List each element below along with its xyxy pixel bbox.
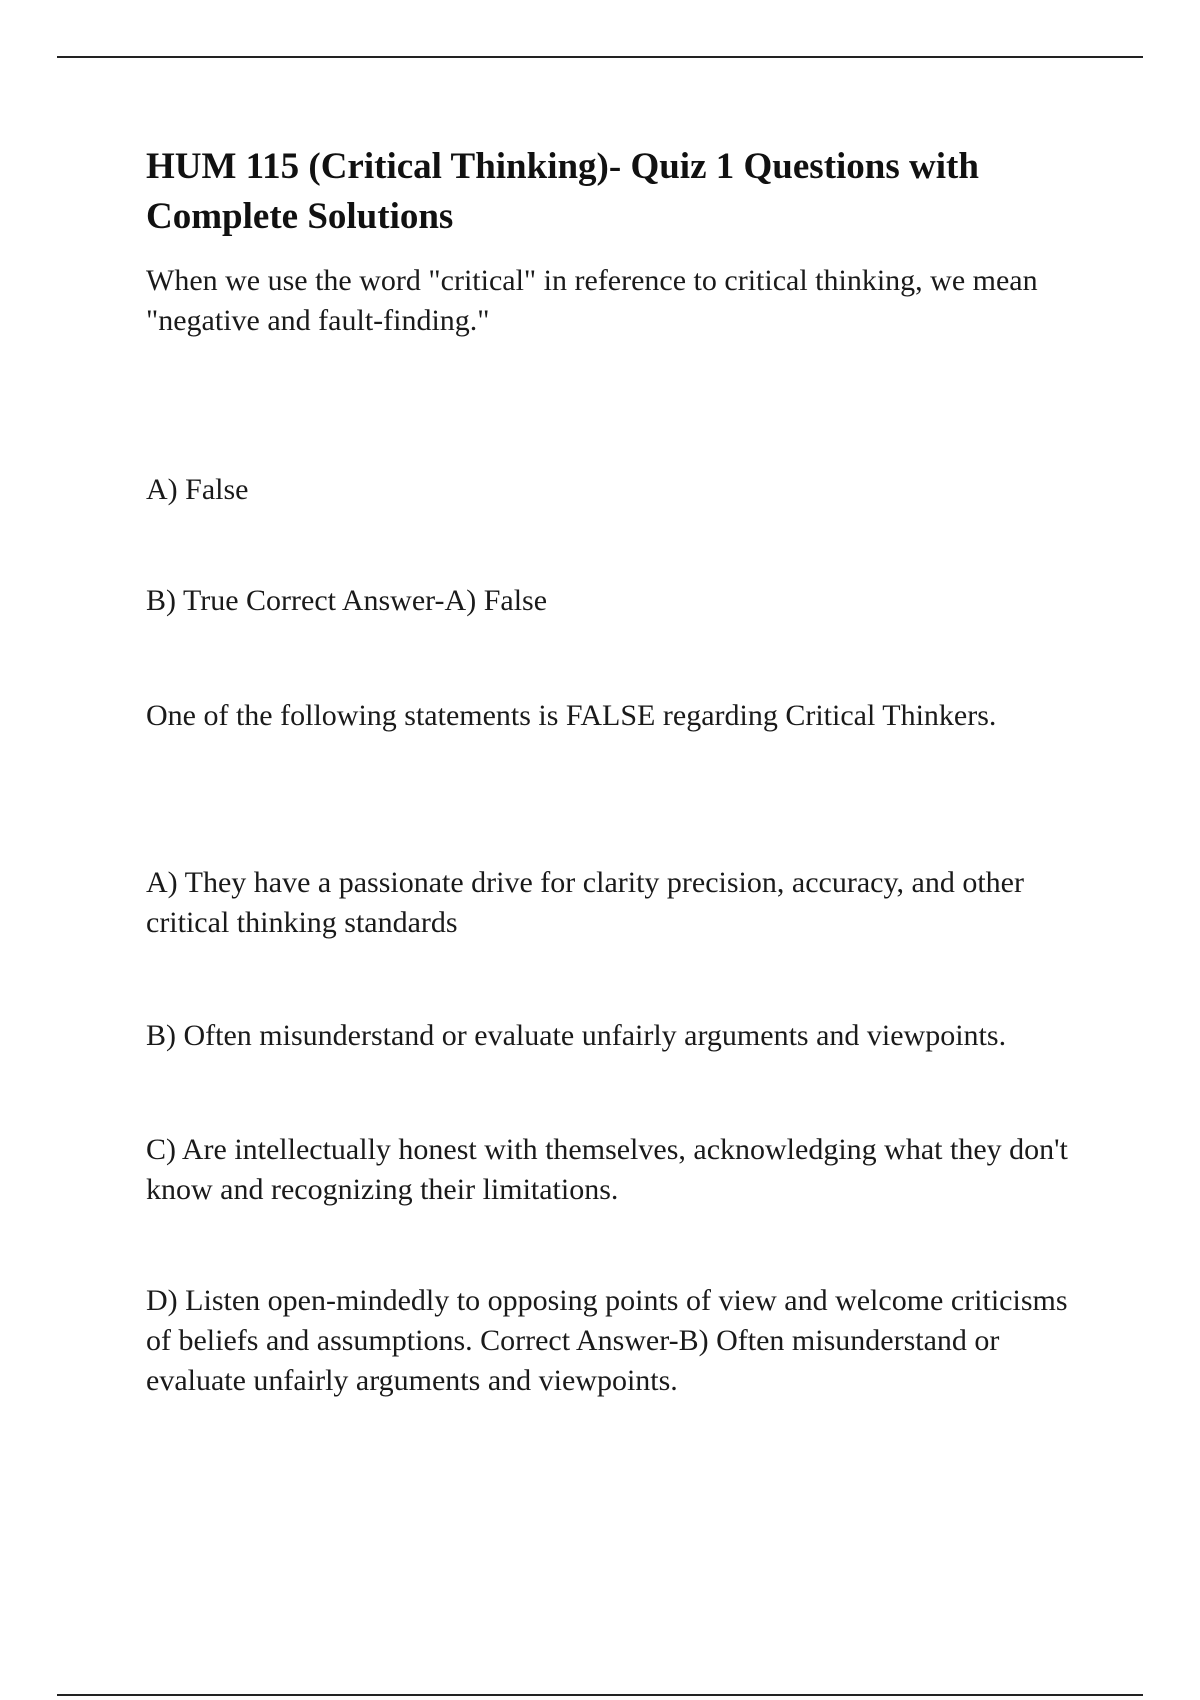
footer-rule [57,1694,1143,1696]
question-1-text: When we use the word "critical" in reference to critical thinking, we mean "negative and fault-finding." [146,264,1038,337]
question-2-option-b: B) Often misunderstand or evaluate unfairly arguments and viewpoints. [146,1019,1007,1052]
question-1-option-a: A) False [146,473,249,506]
question-2-text: One of the following statements is FALSE regarding Critical Thinkers. [146,699,997,732]
question-2-option-d-answer: D) Listen open-mindedly to opposing points of view and welcome criticisms of beliefs and assumptions. Correct Answer-B) Often misunderstand or evaluate unfairly arguments and viewpoints. [146,1284,1068,1397]
question-2-option-a: A) They have a passionate drive for clarity precision, accuracy, and other critical thinking standards [146,866,1024,939]
question-2-option-c: C) Are intellectually honest with themselves, acknowledging what they don't know and recognizing their limitations. [146,1133,1068,1206]
question-1-option-b-answer: B) True Correct Answer-A) False [146,584,548,617]
document-title: HUM 115 (Critical Thinking)- Quiz 1 Questions with Complete Solutions [146,146,979,237]
header-rule [57,56,1143,58]
